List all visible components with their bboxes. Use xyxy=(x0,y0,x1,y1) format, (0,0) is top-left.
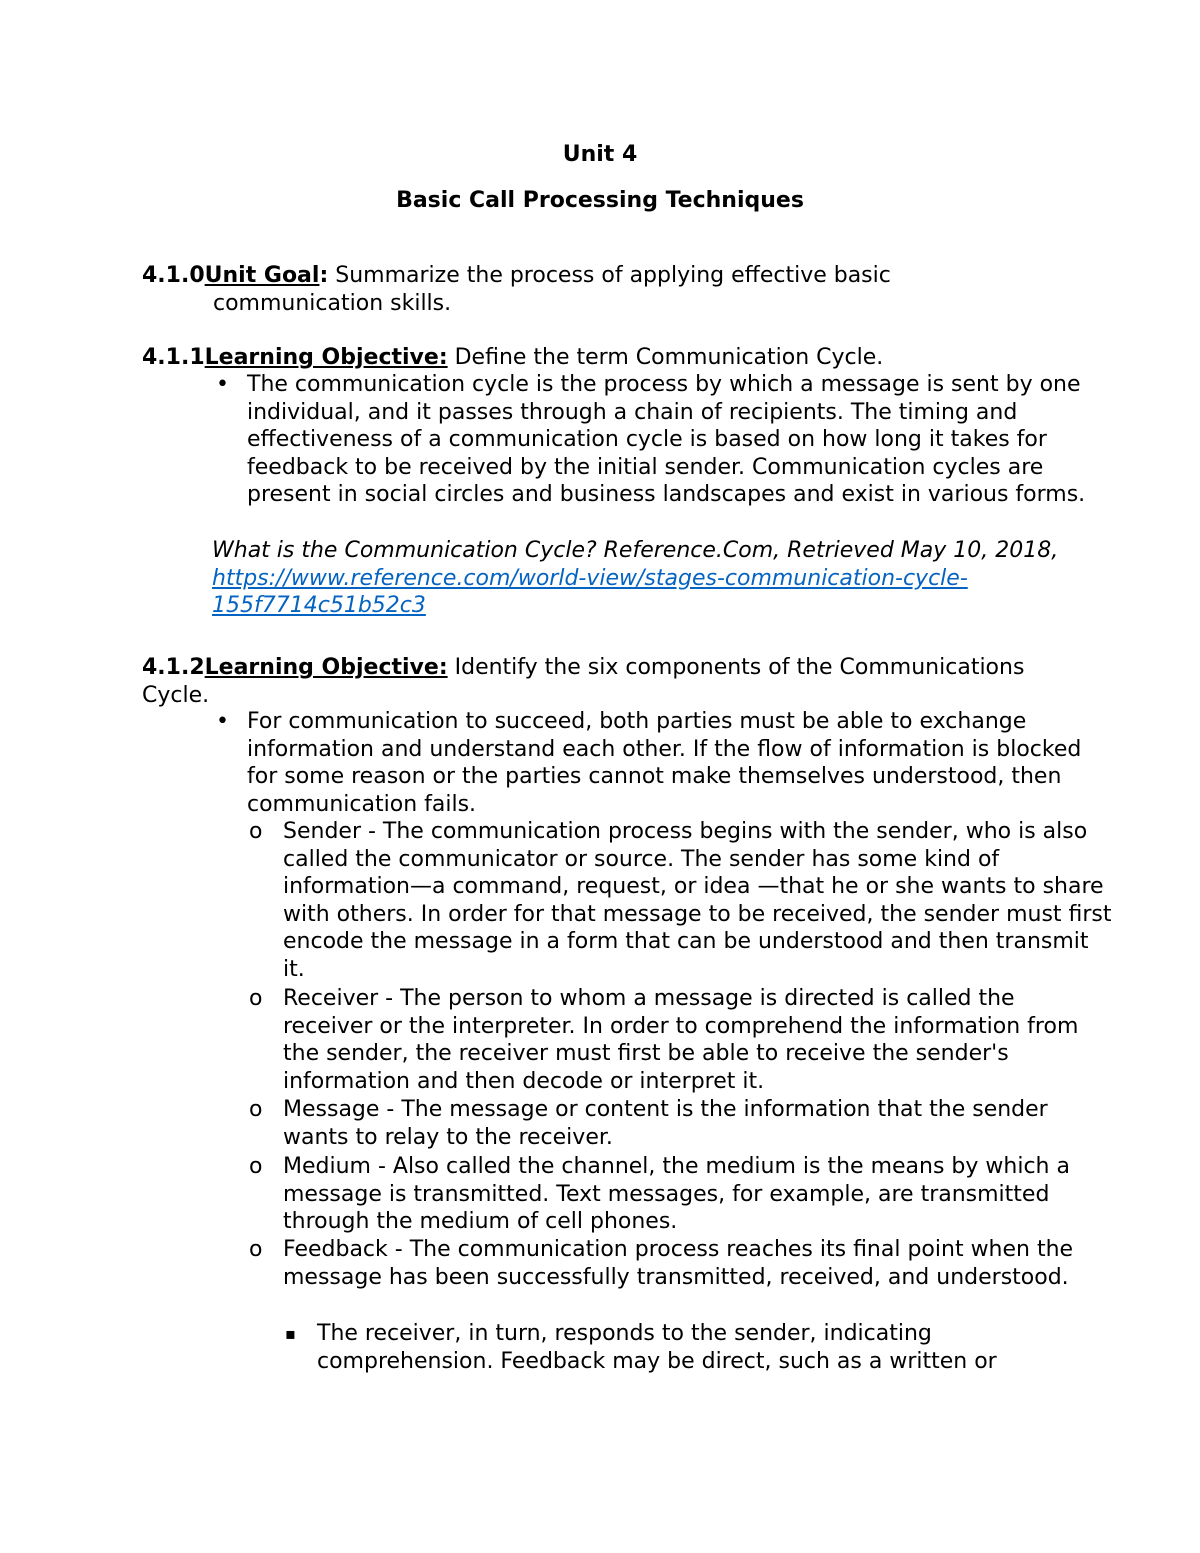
component-medium xyxy=(283,1153,1113,1236)
goal-number: 4.1.0 xyxy=(142,263,205,288)
objective-text-continued: Cycle. xyxy=(142,682,210,708)
goal-text: Summarize the process of applying effective basic xyxy=(328,263,891,288)
component-desc: - The communication process reaches its final point when the message has been successfully transmitted, received, and understood. xyxy=(283,1237,1074,1290)
component-desc: - Also called the channel, the medium is the means by which a message is transmitted. Text messages, for example, are transmitted through the medium of cell phones. xyxy=(283,1154,1070,1235)
circle-marker: o xyxy=(249,1154,263,1179)
page-title: Basic Call Processing Techniques xyxy=(396,188,804,213)
objective-number: 4.1.2 xyxy=(142,655,205,680)
goal-text-continued: communication skills. xyxy=(213,290,452,316)
objective-label: Learning Objective: xyxy=(204,655,448,680)
component-name: Message xyxy=(283,1097,380,1122)
component-desc: - The person to whom a message is directed is called the receiver or the interpreter. In order to comprehend the information from the sender, the receiver must first be able to receive the sender's information and then decode or interpret it. xyxy=(283,986,1079,1094)
component-desc: - The communication process begins with the sender, who is also called the communicator or source. The sender has some kind of information—a command, request, or idea —that he or she wants to share with others. In order for that message to be received, the sender must first encode the message in a form that can be understood and then transmit it. xyxy=(283,819,1112,982)
objective-4-1-2-heading xyxy=(142,654,1112,709)
circle-marker: o xyxy=(249,819,263,844)
component-name: Feedback xyxy=(283,1237,388,1262)
reference-link[interactable]: https://www.reference.com/world-view/stages-communication-cycle-155f7714c51b52c3 xyxy=(212,565,968,619)
list-item: For communication to succeed, both parties must be able to exchange information and understand each other. If the flow of information is blocked for some reason or the parties cannot make themselves understood, then communication fails. xyxy=(247,709,1082,817)
component-receiver xyxy=(283,985,1083,1095)
citation-text: What is the Communication Cycle? Reference.Com, Retrieved May 10, 2018, xyxy=(212,538,1059,563)
objective-4-1-1-heading xyxy=(142,344,1112,372)
unit-goal xyxy=(142,262,1112,317)
feedback-sub-item: The receiver, in turn, responds to the sender, indicating comprehension. Feedback may be direct, such as a written or xyxy=(317,1321,997,1374)
objective-text: Define the term Communication Cycle. xyxy=(447,345,884,370)
circle-marker: o xyxy=(249,1237,263,1262)
objective-number: 4.1.1 xyxy=(142,345,205,370)
bullet-marker: • xyxy=(216,709,229,734)
component-name: Medium xyxy=(283,1154,371,1179)
component-feedback xyxy=(283,1236,1093,1291)
objective-text: Identify the six components of the Communications xyxy=(447,655,1025,680)
objective-label: Learning Objective: xyxy=(204,345,448,370)
component-desc: - The message or content is the information that the sender wants to relay to the receiver. xyxy=(283,1097,1048,1150)
circle-marker: o xyxy=(249,1097,263,1122)
unit-heading: Unit 4 xyxy=(562,142,638,167)
list-item: The communication cycle is the process by which a message is sent by one individual, and it passes through a chain of recipients. The timing and effectiveness of a communication cycle is based on how long it takes for feedback to be received by the initial sender. Communication cycles are present in social circles and business landscapes and exist in various forms. xyxy=(247,372,1086,508)
square-marker: ▪ xyxy=(285,1324,296,1343)
goal-colon: : xyxy=(319,263,329,288)
component-sender xyxy=(283,818,1113,984)
bullet-marker: • xyxy=(216,372,229,397)
component-message xyxy=(283,1096,1113,1151)
component-name: Sender xyxy=(283,819,361,844)
goal-label: Unit Goal xyxy=(204,263,320,288)
circle-marker: o xyxy=(249,986,263,1011)
citation xyxy=(212,537,1112,620)
component-name: Receiver xyxy=(283,986,379,1011)
